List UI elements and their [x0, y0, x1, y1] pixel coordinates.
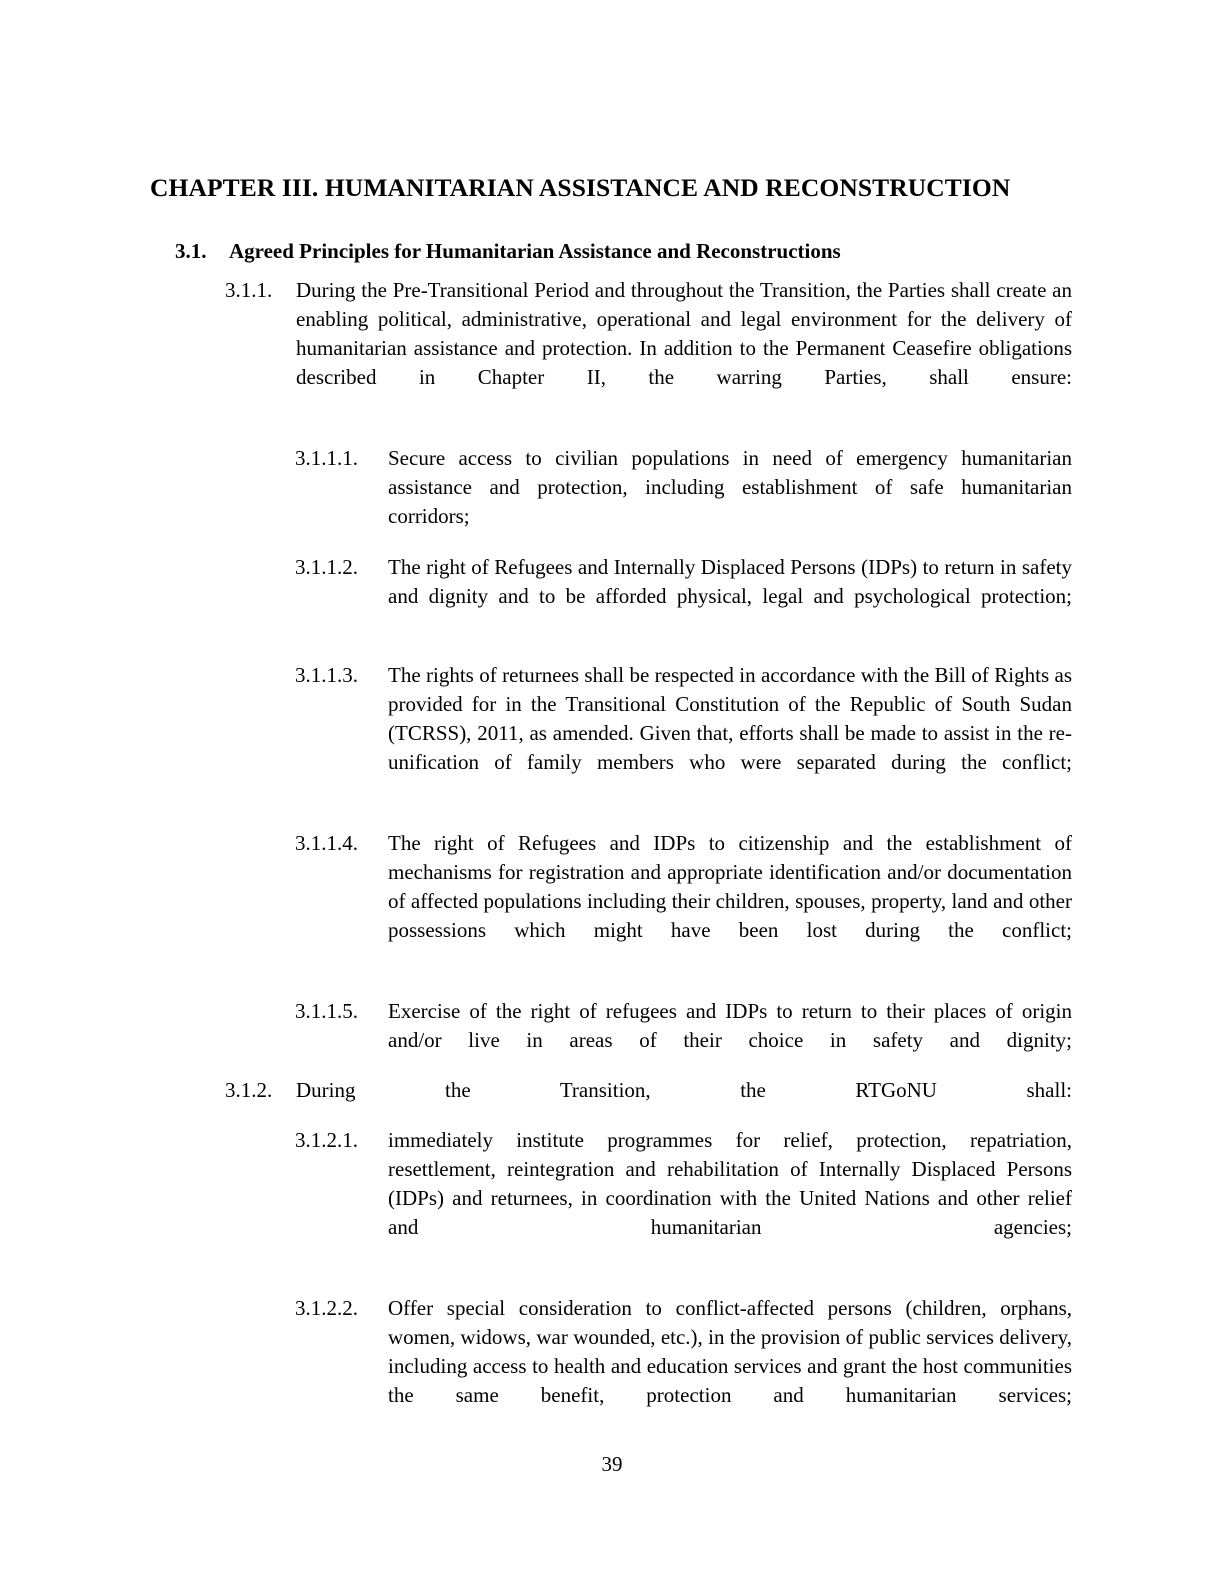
- clause-number: 3.1.1.3.: [295, 663, 358, 687]
- clause-number: 3.1.2.2.: [295, 1296, 358, 1320]
- clause-3-1-1-2: [295, 553, 1072, 640]
- clause-3-1-1: [225, 276, 1072, 421]
- clause-text: The rights of returnees shall be respected in accordance with the Bill of Rights as provided for in the Transitional Constitution of the Republic of South Sudan (TCRSS), 2011, as amended. Given that, efforts shall be made to assist in the re-unification of family members who were separated during the conflict;: [388, 663, 1072, 774]
- clause-3-1-2-1: [295, 1126, 1072, 1271]
- clause-text: During the Pre-Transitional Period and throughout the Transition, the Parties shall create an enabling political, administrative, operational and legal environment for the delivery of humanitarian assistance and protection. In addition to the Permanent Ceasefire obligations described in Chapter II, the warring Parties, shall ensure:: [296, 278, 1072, 389]
- clause-text: Secure access to civilian populations in need of emergency humanitarian assistance and protection, including establishment of safe humanitarian corridors;: [388, 446, 1072, 528]
- clause-3-1-1-4: [295, 829, 1072, 974]
- clause-text: Offer special consideration to conflict-affected persons (children, orphans, women, widows, war wounded, etc.), in the provision of public services delivery, including access to health and education services and grant the host communities the same benefit, protection and humanitarian services;: [388, 1296, 1072, 1407]
- clause-text: Exercise of the right of refugees and IDPs to return to their places of origin and/or live in areas of their choice in safety and dignity;: [388, 999, 1072, 1052]
- clause-3-1-2-2: [295, 1294, 1072, 1439]
- section-title: Agreed Principles for Humanitarian Assistance and Reconstructions: [229, 239, 841, 264]
- clause-number: 3.1.1.5.: [295, 999, 358, 1023]
- clause-number: 3.1.2.1.: [295, 1128, 358, 1152]
- section-number: 3.1.: [175, 239, 207, 264]
- clause-3-1-1-5: [295, 997, 1072, 1084]
- clause-3-1-1-1: [295, 444, 1072, 560]
- clause-number: 3.1.1.1.: [295, 446, 358, 470]
- clause-text: immediately institute programmes for relief, protection, repatriation, resettlement, reintegration and rehabilitation of Internally Displaced Persons (IDPs) and returnees, in coordination with the United Nations and other relief and humanitarian agencies;: [388, 1128, 1072, 1239]
- clause-text: During the Transition, the RTGoNU shall:: [296, 1078, 1072, 1102]
- section-heading: [175, 239, 1075, 264]
- page-number: 39: [601, 1452, 623, 1476]
- clause-number: 3.1.2.: [225, 1078, 273, 1102]
- clause-number: 3.1.1.4.: [295, 831, 358, 855]
- clause-3-1-1-3: [295, 661, 1072, 806]
- clause-number: 3.1.1.: [225, 278, 273, 302]
- chapter-heading: CHAPTER III. HUMANITARIAN ASSISTANCE AND RECONSTRUCTION: [150, 173, 1011, 203]
- clause-text: The right of Refugees and Internally Displaced Persons (IDPs) to return in safety and dignity and to be afforded physical, legal and psychological protection;: [388, 555, 1072, 608]
- clause-number: 3.1.1.2.: [295, 555, 358, 579]
- clause-text: The right of Refugees and IDPs to citizenship and the establishment of mechanisms for registration and appropriate identification and/or documentation of affected populations including their children, spouses, property, land and other possessions which might have been lost during the conflict;: [388, 831, 1072, 942]
